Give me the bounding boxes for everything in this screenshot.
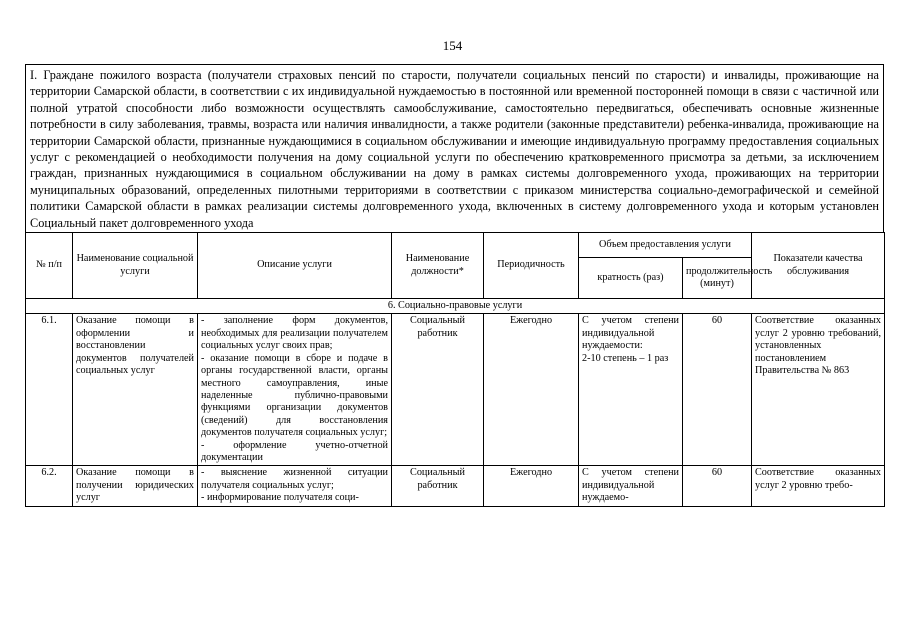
description-item: - заполнение форм документов, необходимых для реализации получателем социальных услуг своих прав; [201,315,388,352]
services-table [25,232,885,507]
row-service-name: Оказание помощи в получении юридических услуг [73,466,198,506]
header-volume: Объем предоставления услуги [579,233,752,258]
header-multiplicity: кратность (раз) [579,258,683,299]
row-num: 6.1. [26,314,73,466]
row-duration: 60 [683,314,752,466]
description-item: - информирование получателя соци- [201,492,359,504]
description-item: - выяснение жизненной ситуации получателя социальных услуг; [201,467,388,491]
description-item: - оформление учетно-отчетной документации [201,439,388,463]
header-position: Наименование должности* [392,233,484,299]
header-periodicity: Периодичность [484,233,579,299]
row-quality: Соответствие оказанных услуг 2 уровню требований, установленных постановлением Правительства № 863 [752,314,885,466]
row-description [198,314,392,466]
page-number: 154 [442,38,463,53]
row-periodicity: Ежегодно [484,314,579,466]
row-num: 6.2. [26,466,73,506]
table-row [26,314,885,466]
row-position: Социальный работник [392,466,484,506]
row-duration: 60 [683,466,752,506]
description-item: - оказание помощи в сборе и подаче в органы государственной власти, органы местного самоуправления, иные наделенные публично-правовыми функциями организации документов (сведений) для восстановления документов получателя социальных услуг; [201,352,388,439]
category-label: 6. Социально-правовые услуги [26,299,885,314]
header-duration: продолжительность (минут) [683,258,752,299]
row-multiplicity: С учетом степени индивидуальной нуждаемости: 2-10 степень – 1 раз [579,314,683,466]
document-body [25,64,884,507]
header-num: № п/п [26,233,73,299]
row-position: Социальный работник [392,314,484,466]
row-quality: Соответствие оказанных услуг 2 уровню требо- [752,466,885,506]
header-quality: Показатели качества обслуживания [752,233,885,299]
table-row [26,466,885,506]
row-description [198,466,392,506]
row-periodicity: Ежегодно [484,466,579,506]
category-row [26,299,885,314]
header-name: Наименование социальной услуги [73,233,198,299]
header-row [26,233,885,258]
header-description: Описание услуги [198,233,392,299]
section-header: I. Граждане пожилого возраста (получатели страховых пенсий по старости, получатели социальных пенсий по старости) и инвалиды, проживающие на территории Самарской области, в соответствии с их индивидуальной нуждаемостью в постоянной или временной посторонней помощи в связи с частичной или полной утратой способности либо возможности осуществлять самообслуживание, самостоятельно передвигаться, обеспечивать основные жизненные потребности в силу заболевания, травмы, возраста или наличия инвалидности, а также родители (законные представители) ребенка-инвалида, проживающие на территории Самарской области, признанные нуждающимися в социальном обслуживании и имеющие индивидуальную программу предоставления социальных услуг с рекомендацией о необходимости получения на дому социальной услуги по обеспечению кратковременного присмотра за детьми, за исключением граждан, признанных нуждающимися в социальном обслуживании на дому в рамках системы долговременного ухода, проживающих на территории муниципальных образований, определенных пилотными территориями в соответствии с приказом министерства социально-демографической и семейной политики Самарской области в рамках реализации системы долговременного ухода, включенных в систему долговременного ухода и которым установлен Социальный пакет долговременного ухода [25,64,884,232]
row-multiplicity: С учетом степени индивидуальной нуждаемо- [579,466,683,506]
row-service-name: Оказание помощи в оформлении и восстановлении документов получателей социальных услуг [73,314,198,466]
